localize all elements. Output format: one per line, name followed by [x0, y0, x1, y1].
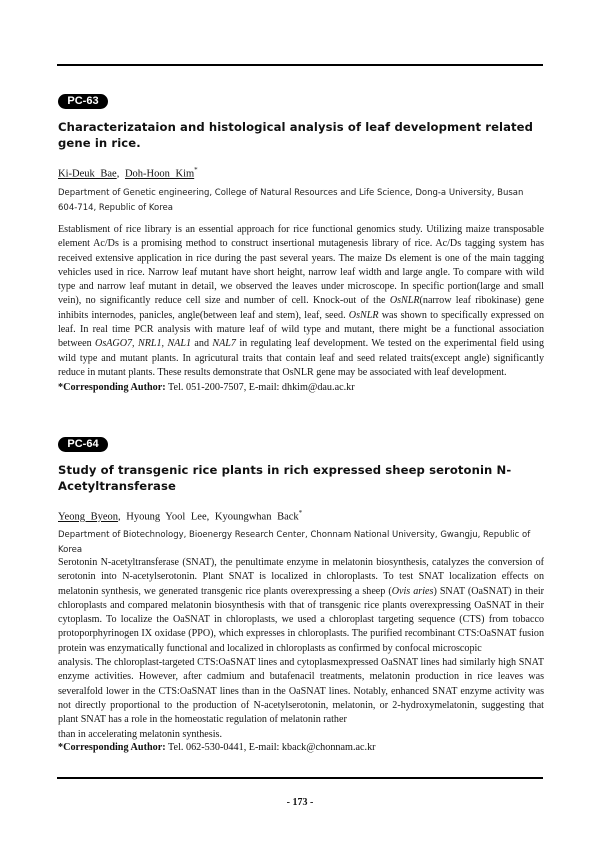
abstract-text: Establisment of rice library is an essential approach for rice functional genomics study. Utilizing maize transposable element Ac/Ds is a promising method to construct insertional mutagenesis library of rice. Ac/Ds tagging system has received extensive application in rice during the past several years. The maize Ds element is one of the main tagging vehicles used in rice. Narrow leaf mutant have short height, narrow leaf width and large angle. To compare with wild type and narrow leaf mutant in detail, we observed the leaves under microscope. In specific portion(large and small vein), no significantly reduce cell size and number of cell. Knock-out of the — [58, 224, 544, 307]
abstract-text: ) SNAT (OaSNAT) in their chloroplasts and compared melatonin biosynthesis with that of transgenic rice plants overexpressing OaSNAT in their cytoplasm. To localize the OaSNAT in chloroplasts, we used a chloroplast targeting sequence (CTS) from tobacco protoporphyrinogen IX oxidase (PPO), which expresses in chloroplasts. The purified recombinant CTS:OaSNAT fusion protein was enzymatically functional and localized in chloroplasts as confirmed by confocal microscopic — [58, 585, 545, 654]
author-name: Ki-Deuk Bae — [58, 168, 117, 180]
corresponding-contact: Tel. 051-200-7507, E-mail: dhkim@dau.ac.kr — [168, 382, 355, 393]
entry-title: Study of transgenic rice plants in rich expressed sheep serotonin N-Acetyltransferase — [58, 463, 512, 493]
author-separator: , — [206, 511, 215, 523]
author-separator: , — [117, 511, 127, 523]
author-name: Yeong Byeon — [58, 511, 118, 523]
entry-code-badge: PC-63 — [58, 94, 108, 109]
abstract — [58, 223, 544, 380]
italic-term: NAL7 — [212, 338, 236, 350]
italic-term: Ovis aries — [391, 585, 434, 597]
abstract-text: in regulating leaf development. We tested on the experimental field using wild type and mutant plants. In agricutural traits that contain leaf and seed related traits(except angle) significantly reduce in mutant plants. These results demonstrate that OsNLR gene may be associated with leaf development. — [58, 338, 544, 378]
corresponding-mark: * — [194, 166, 198, 174]
author-name: Hyoung Yool Lee — [126, 511, 207, 523]
corresponding-label: *Corresponding Author: — [58, 382, 166, 393]
author-separator: , — [116, 168, 125, 180]
entry-title: Characterizataion and histological analysis of leaf development related gene in rice. — [58, 120, 534, 150]
entry-code-badge: PC-64 — [58, 437, 108, 452]
italic-term: OsAGO7, NRL1, NAL1 — [95, 338, 192, 350]
author-name: Doh-Hoon Kim — [124, 168, 195, 180]
page-number: - 173 - — [286, 797, 314, 808]
abstract-text: than in accelerating melatonin synthesis. — [58, 728, 222, 740]
corresponding-label: *Corresponding Author: — [58, 742, 166, 753]
italic-term: OsNLR — [389, 295, 420, 307]
abstract-text: (narrow leaf ribokinase) gene inhibits internodes, panicles, angle(between leaf and stem), leaf, seed. — [58, 295, 545, 321]
author-list — [58, 164, 198, 181]
abstract-text: Serotonin N-acetyltransferase (SNAT), the penultimate enzyme in melatonin biosynthesis, catalyzes the conversion of serotonin into N-acetylserotonin. Plant SNAT is localized in chloroplasts. To test SNAT localization effects on melatonin synthesis, we generated transgenic rice plants overexpressing a sheep ( — [58, 557, 544, 597]
abstract-text: was shown to specifically expressed on leaf. In real time PCR analysis with mature leaf of wild type and mutant, there might be a functional association between — [58, 309, 545, 350]
top-rule — [57, 64, 543, 66]
italic-term: OsNLR — [348, 309, 379, 321]
affiliation: Department of Biotechnology, Bioenergy Research Center, Chonnam National University, Gwangju, Republic of Korea — [58, 530, 531, 555]
corresponding-author — [58, 741, 376, 754]
abstract-text: analysis. The chloroplast-targeted CTS:OaSNAT lines and cytoplasmexpressed OaSNAT lines had similarly high SNAT enzyme activities. However, after cadmium and butafenacil treatments, melatonin production in rice leaves was severalfold lower in the CTS:OaSNAT lines than in the OaSNAT lines. Notably, enhanced SNAT enzyme activity was not directly proportional to the production of N-acetylserotonin, melatonin, or 2-hydroxymelatonin, suggesting that plant SNAT has a role in the homeostatic regulation of melatonin rather — [58, 657, 544, 726]
author-list — [58, 507, 302, 524]
bottom-rule — [57, 777, 543, 779]
abstract-text: and — [191, 338, 213, 350]
abstract — [58, 556, 544, 742]
corresponding-contact: Tel. 062-530-0441, E-mail: kback@chonnam.ac.kr — [168, 742, 376, 753]
affiliation: Department of Genetic engineering, College of Natural Resources and Life Science, Dong-a University, Busan 604-714, Republic of Korea — [58, 188, 524, 213]
author-name: Kyoungwhan Back — [214, 511, 299, 523]
corresponding-mark: * — [298, 509, 303, 517]
corresponding-author — [58, 381, 355, 394]
